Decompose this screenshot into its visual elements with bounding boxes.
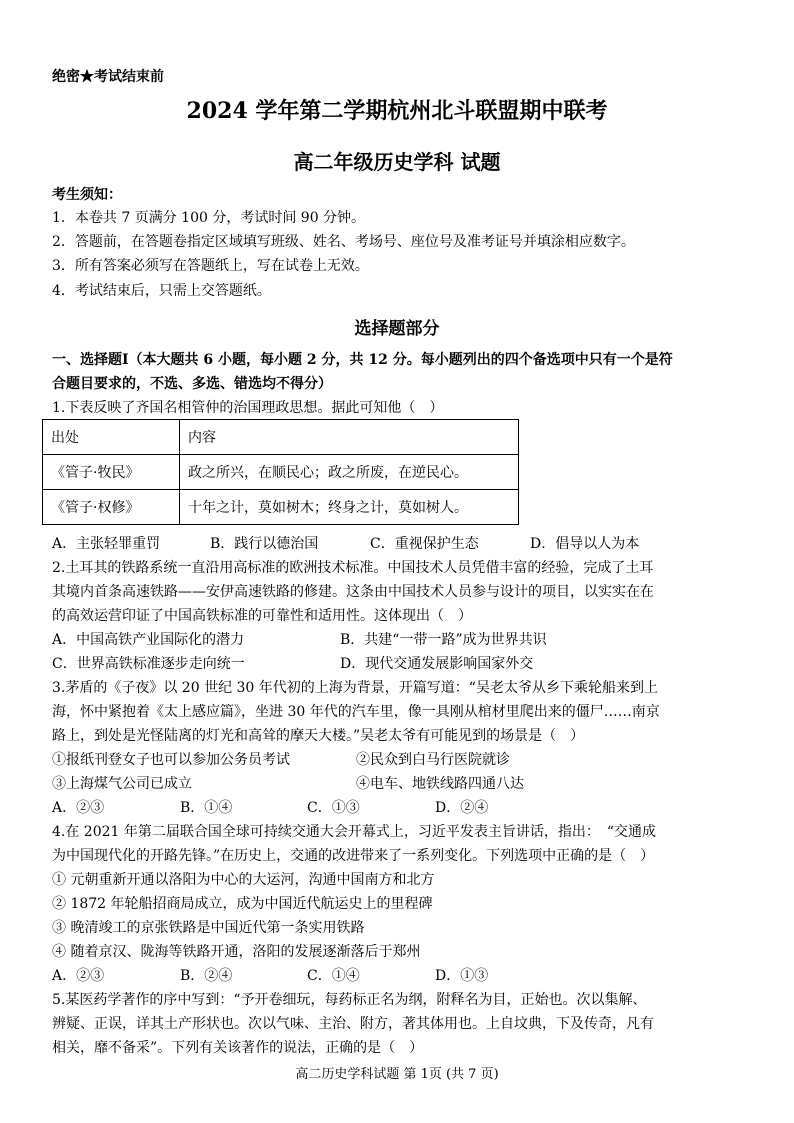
q1-option-b: B．践行以德治国: [210, 536, 319, 552]
q2-option-a: A．中国高铁产业国际化的潜力: [52, 632, 245, 648]
notice-item: 4．考试结束后，只需上交答题纸。: [52, 283, 271, 299]
q2-stem: 2.土耳其的铁路系统一直沿用高标准的欧洲技术标准。中国技术人员凭借丰富的经验，完成了土耳: [52, 560, 654, 576]
notice-item: 1．本卷共 7 页满分 100 分，考试时间 90 分钟。: [52, 210, 366, 226]
q4-statement: ③ 晚清竣工的京张铁路是中国近代第一条实用铁路: [52, 920, 365, 936]
q2-option-d: D．现代交通发展影响国家外交: [340, 656, 534, 672]
table-row: [43, 455, 519, 490]
q2-option-b: B．共建“一带一路”成为世界共识: [340, 632, 547, 648]
q3-stem: 路上，到处是光怪陆离的灯光和高耸的摩天大楼。”吴老太爷有可能见到的场景是（ ）: [52, 728, 585, 744]
q4-option-b: B．②④: [180, 968, 233, 984]
q4-option-d: D．①③: [435, 968, 489, 984]
table-row: [43, 490, 519, 525]
exam-title: 2024 学年第二学期杭州北斗联盟期中联考: [186, 98, 608, 124]
q4-statement: ① 元朝重新开通以洛阳为中心的大运河，沟通中国南方和北方: [52, 872, 435, 888]
q1-option-c: C．重视保护生态: [370, 536, 479, 552]
q4-statement: ② 1872 年轮船招商局成立，成为中国近代航运史上的里程碑: [52, 896, 433, 912]
q5-stem: 相关，靡不备采”。下列有关该著作的说法，正确的是（ ）: [52, 1040, 424, 1056]
table-cell: 《管子·牧民》: [43, 455, 180, 490]
confidential-label: 绝密★考试结束前: [52, 69, 164, 85]
part-instructions: 一、选择题Ⅰ（本大题共 6 小题，每小题 2 分，共 12 分。每小题列出的四个备选项中只有一个是符: [52, 352, 673, 368]
exam-subtitle: 高二年级历史学科 试题: [293, 150, 501, 174]
notice-item: 2．答题前，在答题卷指定区域填写班级、姓名、考场号、座位号及准考证号并填涂相应数字。: [52, 234, 635, 250]
q2-stem: 的高效运营印证了中国高铁标准的可靠性和适用性。这体现出（ ）: [52, 608, 472, 624]
section-title: 选择题部分: [354, 319, 440, 339]
q1-option-a: A．主张轻罪重罚: [52, 536, 161, 552]
q3-statement-2: ②民众到白马行医院就诊: [356, 752, 510, 768]
q4-statement: ④ 随着京汉、陇海等铁路开通，洛阳的发展逐渐落后于郑州: [52, 944, 421, 960]
q4-stem: 为中国现代化的开路先锋。”在历史上，交通的改进带来了一系列变化。下列选项中正确的是（ ）: [52, 848, 655, 864]
q4-stem: 4.在 2021 年第二届联合国全球可持续交通大会开幕式上，习近平发表主旨讲话，指出： “交通成: [52, 824, 657, 840]
q2-option-c: C．世界高铁标准逐步走向统一: [52, 656, 245, 672]
q5-stem: 5.某医药学著作的序中写到：“予开卷细玩，每药标正名为纲，附释名为目，正始也。次以集解、: [52, 992, 647, 1008]
part-instructions: 合题目要求的，不选、多选、错选均不得分）: [52, 376, 332, 392]
q4-option-c: C．①④: [307, 968, 360, 984]
q3-option-c: C．①③: [307, 800, 360, 816]
q1-option-d: D．倡导以人为本: [530, 536, 640, 552]
q2-stem: 其境内首条高速铁路——安伊高速铁路的修建。这条由中国技术人员参与设计的项目，以实实在在: [52, 584, 654, 600]
q3-stem: 3.茅盾的《子夜》以 20 世纪 30 年代初的上海为背景，开篇写道：“吴老太爷从乡下乘轮船来到上: [52, 680, 658, 696]
q3-statement-1: ①报纸刊登女子也可以参加公务员考试: [52, 752, 290, 768]
q3-option-a: A．②③: [52, 800, 105, 816]
q3-option-b: B．①④: [180, 800, 233, 816]
table-cell: 出处: [43, 420, 180, 455]
notice-heading: 考生须知：: [52, 187, 122, 203]
q3-option-d: D．②④: [435, 800, 489, 816]
q3-statement-3: ③上海煤气公司已成立: [52, 776, 192, 792]
table-cell: 内容: [180, 420, 519, 455]
q3-stem: 海，怀中紧抱着《太上感应篇》，坐进 30 年代的汽车里，像一具刚从棺材里爬出来的僵尸……南京: [52, 704, 660, 720]
q1-table: [42, 419, 519, 525]
table-row: [43, 420, 519, 455]
q5-stem: 辨疑、正误，详其土产形状也。次以气味、主治、附方，著其体用也。上自坟典，下及传奇，凡有: [52, 1016, 654, 1032]
notice-item: 3．所有答案必须写在答题纸上，写在试卷上无效。: [52, 258, 369, 274]
q3-statement-4: ④电车、地铁线路四通八达: [356, 776, 524, 792]
q1-stem: 1.下表反映了齐国名相管仲的治国理政思想。据此可知他（ ）: [52, 400, 444, 416]
table-cell: 《管子·权修》: [43, 490, 180, 525]
table-cell: 十年之计，莫如树木；终身之计，莫如树人。: [180, 490, 519, 525]
table-cell: 政之所兴，在顺民心；政之所废，在逆民心。: [180, 455, 519, 490]
q4-option-a: A．②③: [52, 968, 105, 984]
page-footer: 高二历史学科试题 第 1页 (共 7 页): [295, 1067, 499, 1082]
